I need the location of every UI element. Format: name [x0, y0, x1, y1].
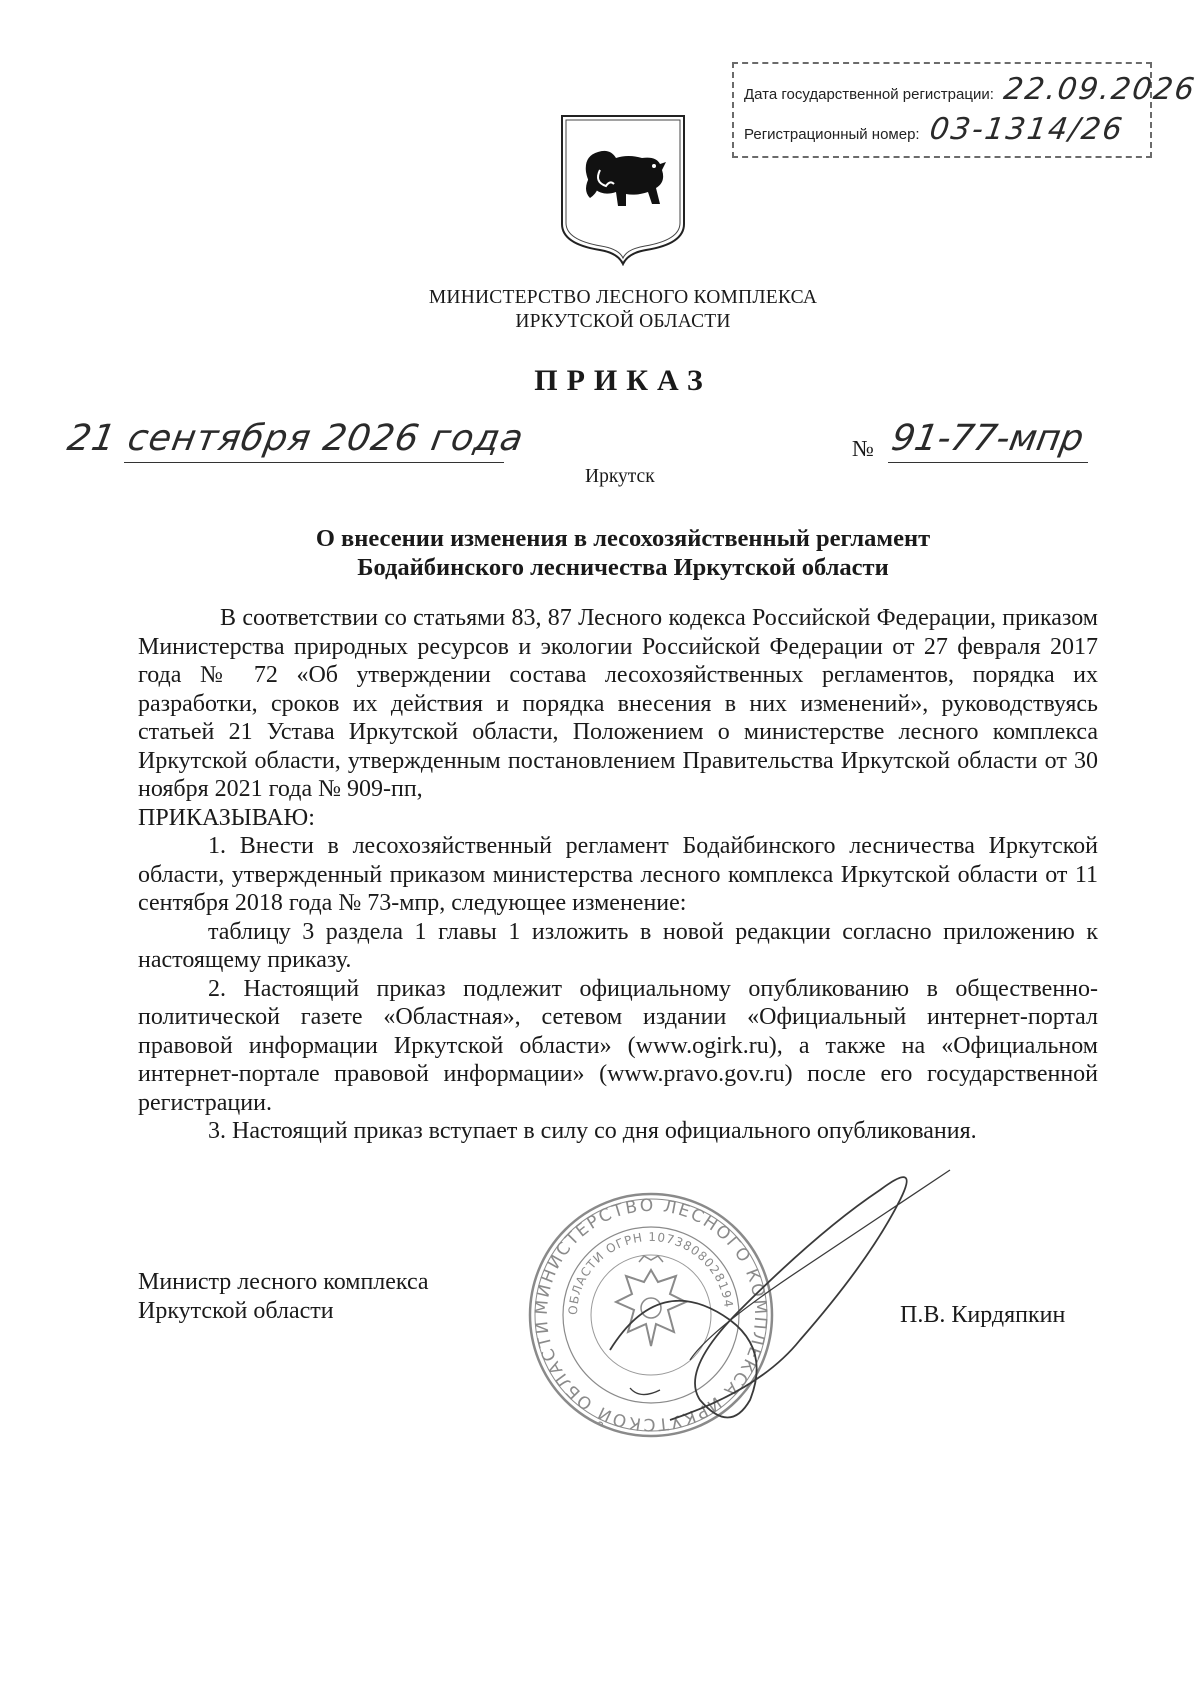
seal-inner-text: ОБЛАСТИ ОГРН 1073808028194	[565, 1229, 736, 1316]
order-item-1-sub: таблицу 3 раздела 1 главы 1 изложить в новой редакции согласно приложению к настоящему приказу.	[138, 918, 1098, 973]
ministry-line-2: ИРКУТСКОЙ ОБЛАСТИ	[515, 311, 731, 332]
registration-date-value: 22.09.2026	[1001, 72, 1199, 107]
ministry-name	[0, 286, 1200, 334]
date-underline	[124, 462, 504, 463]
ministry-line-1: МИНИСТЕРСТВО ЛЕСНОГО КОМПЛЕКСА	[428, 287, 818, 308]
seal-ring-text: МИНИСТЕРСТВО ЛЕСНОГО КОМПЛЕКСА ИРКУТСКОЙ ОБЛАСТИ	[531, 1195, 771, 1435]
signer-title-line-2: Иркутской области	[138, 1298, 334, 1324]
handwritten-signature-icon	[540, 1150, 980, 1450]
order-item-3: 3. Настоящий приказ вступает в силу со дня официального опубликования.	[208, 1118, 977, 1144]
registration-number-value: 03-1314/26	[927, 112, 1126, 147]
preamble-paragraph: В соответствии со статьями 83, 87 Лесного кодекса Российской Федерации, приказом Министерства природных ресурсов и экологии Российской Федерации от 27 февраля 2017 года № 72 «Об утверждении состава лесохозяйственных регламентов, порядка их разработки, сроков их действия и порядка внесения в них изменений», руководствуясь статьей 21 Устава Иркутской области, Положением о министерстве лесного комплекса Иркутской области, утвержденным постановлением Правительства Иркутской области от 30 ноября 2021 года № 909-пп,	[138, 605, 1098, 802]
registration-date-row	[744, 72, 1199, 112]
subject-line-1: О внесении изменения в лесохозяйственный регламент	[315, 525, 931, 552]
order-word: ПРИКАЗЫВАЮ:	[138, 804, 315, 831]
registration-number-label: Регистрационный номер:	[744, 126, 920, 143]
signer-title	[138, 1268, 429, 1326]
coat-of-arms-icon	[556, 112, 690, 266]
city: Иркутск	[585, 466, 655, 487]
order-item-2: 2. Настоящий приказ подлежит официальному опубликованию в общественно-политической газете «Областная», сетевом издании «Официальный интернет-портал правовой информации Иркутской области» (www.ogirk.ru), а также на «Официальном интернет-портале правовой информации» (www.pravo.gov.ru) после его государственной регистрации.	[138, 975, 1098, 1116]
registration-date-label: Дата государственной регистрации:	[744, 86, 994, 103]
signer-name: П.В. Кирдяпкин	[900, 1302, 1066, 1328]
handwritten-date: 21 сентября 2026 года	[64, 418, 528, 459]
signer-title-line-1: Министр лесного комплекса	[138, 1269, 429, 1295]
number-sign: №	[852, 436, 874, 461]
number-underline	[888, 462, 1088, 463]
order-subject	[0, 524, 1200, 582]
document-type-title: ПРИКАЗ	[534, 364, 712, 397]
handwritten-number: 91-77-мпр	[888, 418, 1087, 459]
order-body	[138, 604, 1098, 1146]
order-item-1: 1. Внести в лесохозяйственный регламент Бодайбинского лесничества Иркутской области, утвержденный приказом министерства лесного комплекса Иркутской области от 11 сентября 2018 года № 73-мпр, следующее изменение:	[138, 833, 1098, 916]
registration-stamp	[732, 62, 1199, 158]
registration-number-row	[744, 112, 1140, 152]
subject-line-2: Бодайбинского лесничества Иркутской области	[357, 554, 889, 581]
